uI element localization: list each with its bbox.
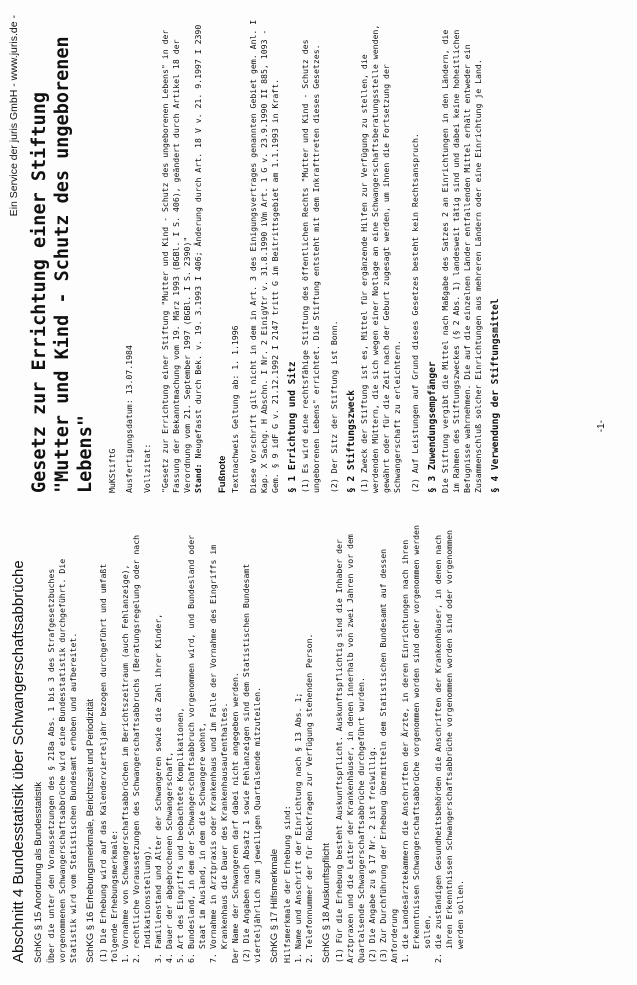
footnote-3: Gem. § 9 idF G v. 21.12.1992 I 2147 tritt G im Beitrittsgebiet am 1.1.1993 in Kraft. (270, 78, 280, 493)
section-16-intro: (1) Die Erhebung wird auf das Kalendervierteljahr bezogen durchgeführt und umfaßt folgende Erhebungsmerkmale: (98, 563, 119, 963)
right-column (8, 15, 503, 493)
section-1-heading: § 1 Errichtung und Sitz (287, 361, 298, 493)
list-item: 3. Familienstand und Alter der Schwangeren sowie die Zahl ihrer Kinder, (153, 613, 163, 963)
section-18-para3: (3) Zur Durchführung der Erhebung übermitteln dem Statistischen Bundesamt auf dessen Anforderung (378, 548, 399, 963)
footnote-1: Textnachweis Geltung ab: 1. 1.1996 (230, 325, 240, 493)
section-18-para2: (2) Die Angabe zu § 17 Nr. 2 ist freiwillig. (367, 746, 377, 963)
section-2-heading: § 2 Stiftungszweck (346, 390, 357, 493)
section-15-body: Über die unter den Voraussetzungen des § 218a Abs. 1 bis 3 des Strafgesetzbuches vorgenommenen Schwangerschaftsabbrüche wird eine Bundesstatistik durchgeführt. Die Statistik wird vom Statistischen Bundesamt erhoben und aufbereitet. (46, 558, 78, 963)
page-number: -1- (596, 420, 607, 433)
section-17-list (293, 523, 315, 963)
list-item: 1. Name und Anschrift der Einrichtung nach § 13 Abs. 1; (293, 692, 303, 963)
section-3-heading: § 3 Zuwendungsempfänger (427, 361, 438, 493)
citation-text: "Gesetz zur Errichtung einer Stiftung "Mutter und Kind - Schutz des ungeborenen Lebens" in der Fassung der Bekanntmachung vom 19. März 1993 (BGBl. I S. 406), geändert durch Artikel 18 der Verordnung vom 21. September 1997 (BGBl. I S. 2390)" (160, 29, 192, 493)
section-16-para2: (2) Die Angaben nach Absatz 1 sowie Fehlanzeigen sind dem Statistischen Bundesamt vierteljährlich zum jeweiligen Quartalsende mitzuteilen. (241, 563, 262, 963)
left-column (10, 523, 466, 963)
list-item: 2. die zuständigen Gesundheitsbehörden die Anschriften der Krankenhäuser, in denen nach ihren Erkenntnissen Schwangerschaftsabbrüche vorgenommen worden sind oder vorgenommen werden sollen. (433, 530, 465, 963)
law-title: Gesetz zur Errichtung einer Stiftung "Mutter und Kind - Schutz des ungeborenen Lebens" (29, 36, 96, 493)
chapter-title: Abschnitt 4 Bundesstatistik über Schwangerschaftsabbrüche (10, 560, 27, 963)
section-18-heading: SchKG § 18 Auskunftspflicht (321, 843, 332, 963)
stand-text: Neugefasst durch Bek. v. 19. 3.1993 I 406; Änderung durch Art. 18 V v. 21. 9.1997 I 2390 (193, 24, 203, 459)
list-item: 1. Vornahme von Schwangerschaftsabbrüchen im Berichtszeitraum (auch Fehlanzeige), (120, 564, 130, 963)
footnote-heading: Fußnote (217, 455, 228, 493)
issue-date: Ausfertigungsdatum: 13.07.1984 (124, 345, 134, 493)
juris-banner: Ein Service der juris GmbH - www.juris.de - (8, 15, 20, 217)
list-item: 2. rechtliche Voraussetzungen des Schwangerschaftsabbruchs (Beratungsregelung oder nach Indikationsstellung), (131, 534, 152, 963)
section-2-para1: (1) Zweck der Stiftung ist es, Mittel für ergänzende Hilfen zur Verfügung zu stellen, die werdenden Müttern, die sich wegen einer Notlage an eine Schwangerschaftsberatungsstelle wenden, gewährt oder für die Zeit nach der Geburt zugesagt werden, um ihnen die Fortsetzung der Schwangerschaft zu erleichtern. (359, 24, 402, 493)
section-15-heading: SchKG § 15 Anordnung als Bundesstatistik (33, 781, 44, 963)
section-2-para2: (2) Auf Leistungen auf Grund dieses Gesetzes besteht kein Rechtsanspruch. (410, 133, 420, 493)
section-17-heading: SchKG § 17 Hilfsmerkmale (269, 848, 280, 963)
list-item: 2. Telefonnummer der für Rückfragen zur Verfügung stehenden Person. (304, 633, 314, 963)
list-item: 7. Vornahme in Arztpraxis oder Krankenhaus und im Falle der Vornahme des Eingriffs im Krankenhaus die Dauer des Krankenhausaufenthaltes. (208, 544, 229, 963)
footnote-2: Diese Vorschrift gilt nicht in dem in Art. 3 des Einigungsvertrages genannten Gebiet gem. Anl. I Kap. X Sachg. H Abschn. I Nr. 2 EinigVtr v. 31.8.1990 iVm Art. 1 G v. 23.9.1990 II 885, 1093 - (248, 19, 269, 493)
section-16-heading: SchKG § 16 Erhebungsmerkmale, Berichtszeit und Periodizität (85, 698, 96, 963)
section-18-list (400, 523, 466, 963)
list-item: 5. Art des Eingriffs und beobachtete Komplikationen, (175, 707, 185, 963)
stand-label: Stand: (193, 463, 203, 493)
section-1-para1: (1) Es wird eine rechtsfähige Stiftung des öffentlichen Rechts "Mutter und Kind - Schutz des ungeborenen Lebens" errichtet. Die Stiftung entsteht mit dem Inkrafttreten dieses Gesetzes. (300, 39, 321, 493)
law-abbreviation: MuKStiftG (107, 448, 117, 493)
list-item: 6. Bundesland, in dem der Schwangerschaftsabbruch vorgenommen wird, und Bundesland oder Staat im Ausland, in dem die Schwangere wohnt, (186, 534, 207, 963)
section-16-list (120, 523, 230, 963)
section-3-para1: Die Stiftung vergibt die Mittel nach Maßgabe des Satzes 2 an Einrichtungen in den Ländern, die im Rahmen des Stiftungszweckes (§ 2 Abs. 1) landesweit tätig sind und dabei keine hoheitlichen Befugnisse wahrnehmen. Die auf die einzelnen Länder entfallenden Mittel erhält entweder ein Zusammenschluß solcher Einrichtungen aus mehreren Ländern oder eine Einrichtung je Land. (440, 29, 483, 493)
section-16-note: Der Name der Schwangeren darf dabei nicht angegeben werden. (230, 672, 240, 963)
section-4-heading: § 4 Verwendung der Stiftungsmittel (490, 298, 501, 493)
citation-label: Vollzitat: (142, 443, 152, 493)
section-18-para1: (1) Für die Erhebung besteht Auskunftspflicht. Auskunftspflichtig sind die Inhaber der Arztpraxen und die Leiter der Krankenhäuser, in denen innerhalb von zwei Jahren vor dem Quartalsende Schwangerschaftsabbrüche durchgeführt wurden. (334, 534, 366, 963)
stand-line (193, 15, 204, 493)
list-item: 4. Dauer der abgebrochenen Schwangerschaft, (164, 751, 174, 963)
list-item: 1. die Landesärztekammern die Anschriften der Ärzte, in deren Einrichtungen nach ihren Erkenntnissen Schwangerschaftsabbrüche vorgenommen worden sind oder vorgenommen werden sollen, (400, 525, 432, 963)
section-17-intro: Hilfsmerkmale der Erhebung sind: (282, 805, 292, 963)
section-1-para2: (2) Der Sitz der Stiftung ist Bonn. (329, 320, 339, 493)
